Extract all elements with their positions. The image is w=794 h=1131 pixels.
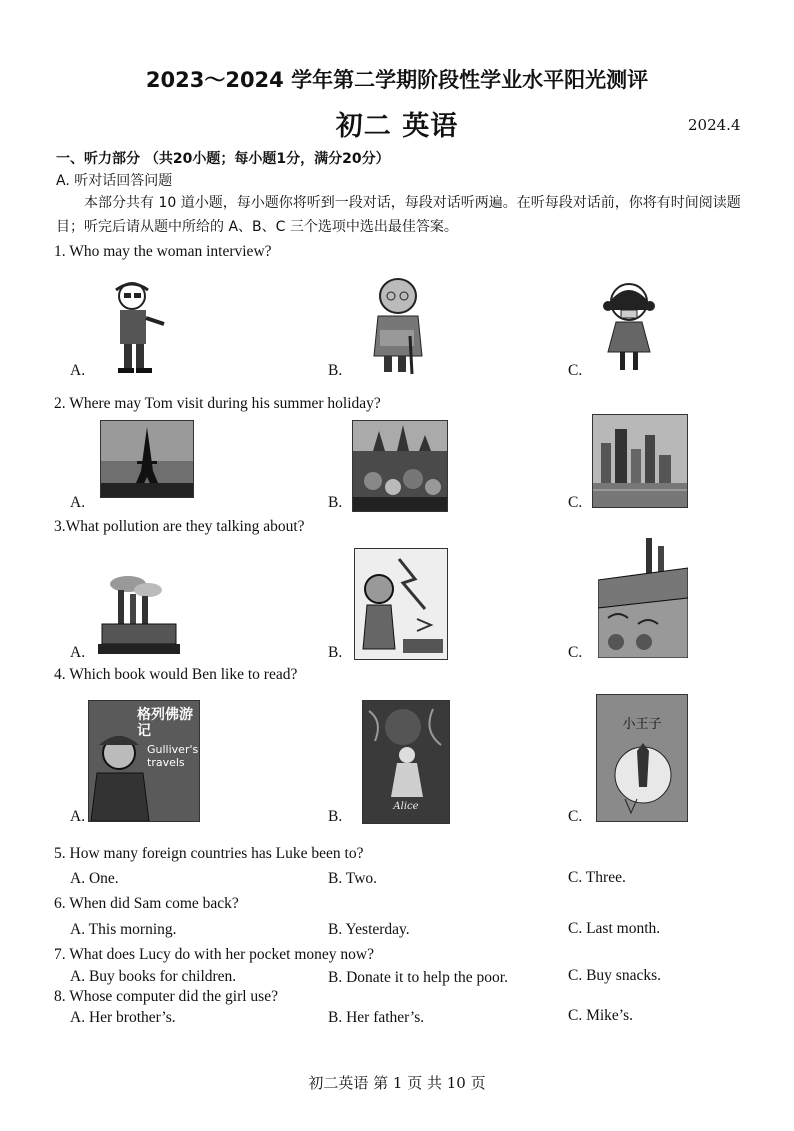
q2-image-b-theme-park xyxy=(352,420,448,512)
q3-option-a-label: A. xyxy=(70,644,86,661)
instructions: 本部分共有 10 道小题，每小题你将听到一段对话，每段对话听两遍。在听每段对话前，你将有时间阅读题目；听完后请从题中所给的 A、B、C 三个选项中选出最佳答案。 xyxy=(56,195,741,235)
q1-image-b-old-woman xyxy=(360,276,438,376)
q3-image-b-noise-pollution xyxy=(354,548,448,660)
q6-option-c: C. Last month. xyxy=(568,920,661,937)
q7-option-a: A. Buy books for children. xyxy=(70,968,237,985)
book-a-title: 格列佛游记 xyxy=(137,707,193,739)
exam-subtitle: 初二 英语 xyxy=(335,111,459,142)
q3-image-c-polluted-river xyxy=(598,538,688,658)
book-b-title: Alice xyxy=(393,801,419,812)
q4-option-b-label: B. xyxy=(328,808,343,825)
q4-image-a-gullivers-travels-cover xyxy=(88,700,200,822)
q2-image-c-city-skyline xyxy=(592,414,688,508)
book-a-subtitle: Gulliver's travels xyxy=(147,743,199,769)
q4-option-a-label: A. xyxy=(70,808,86,825)
q1-option-a-label: A. xyxy=(70,362,86,379)
q1-image-c-girl xyxy=(600,282,658,374)
q8-option-a: A. Her brother’s. xyxy=(70,1009,176,1026)
q2-image-a-eiffel-tower xyxy=(100,420,194,498)
q2-option-b-label: B. xyxy=(328,494,343,511)
exam-title: 2023～2024 学年第二学期阶段性学业水平阳光测评 xyxy=(145,68,649,92)
q4-option-c-label: C. xyxy=(568,808,583,825)
q8-option-b: B. Her father’s. xyxy=(328,1009,425,1026)
q7-option-c: C. Buy snacks. xyxy=(568,967,661,984)
q5-option-c: C. Three. xyxy=(568,869,626,886)
exam-date: 2024.4 xyxy=(688,116,741,134)
q3-option-b-label: B. xyxy=(328,644,343,661)
q6-option-b: B. Yesterday. xyxy=(328,921,410,938)
q1-option-c-label: C. xyxy=(568,362,583,379)
question-6-stem: 6. When did Sam come back? xyxy=(54,895,239,912)
q1-image-a-old-man xyxy=(98,278,173,376)
question-2-stem: 2. Where may Tom visit during his summer holiday? xyxy=(54,395,381,412)
question-5-stem: 5. How many foreign countries has Luke been to? xyxy=(54,845,364,862)
q2-option-c-label: C. xyxy=(568,494,583,511)
question-3-stem: 3.What pollution are they talking about? xyxy=(54,518,305,535)
book-c-title: 小王子 xyxy=(622,717,662,732)
question-8-stem: 8. Whose computer did the girl use? xyxy=(54,988,278,1005)
q1-option-b-label: B. xyxy=(328,362,343,379)
q7-option-b: B. Donate it to help the poor. xyxy=(328,969,508,986)
question-7-stem: 7. What does Lucy do with her pocket money now? xyxy=(54,946,374,963)
question-1-stem: 1. Who may the woman interview? xyxy=(54,243,272,260)
q4-image-b-alice-cover xyxy=(362,700,450,824)
part-a-heading: A. 听对话回答问题 xyxy=(56,173,173,189)
q3-image-a-factory-smoke xyxy=(98,574,180,658)
q5-option-a: A. One. xyxy=(70,870,119,887)
q5-option-b: B. Two. xyxy=(328,870,378,887)
q4-image-c-little-prince-cover xyxy=(596,694,688,822)
page-footer: 初二英语 第 1 页 共 10 页 xyxy=(308,1074,486,1092)
q8-option-c: C. Mike’s. xyxy=(568,1007,634,1024)
section-heading: 一、听力部分 （共20小题；每小题1分，满分20分） xyxy=(56,151,390,167)
question-4-stem: 4. Which book would Ben like to read? xyxy=(54,666,298,683)
q6-option-a: A. This morning. xyxy=(70,921,177,938)
q3-option-c-label: C. xyxy=(568,644,583,661)
q2-option-a-label: A. xyxy=(70,494,86,511)
